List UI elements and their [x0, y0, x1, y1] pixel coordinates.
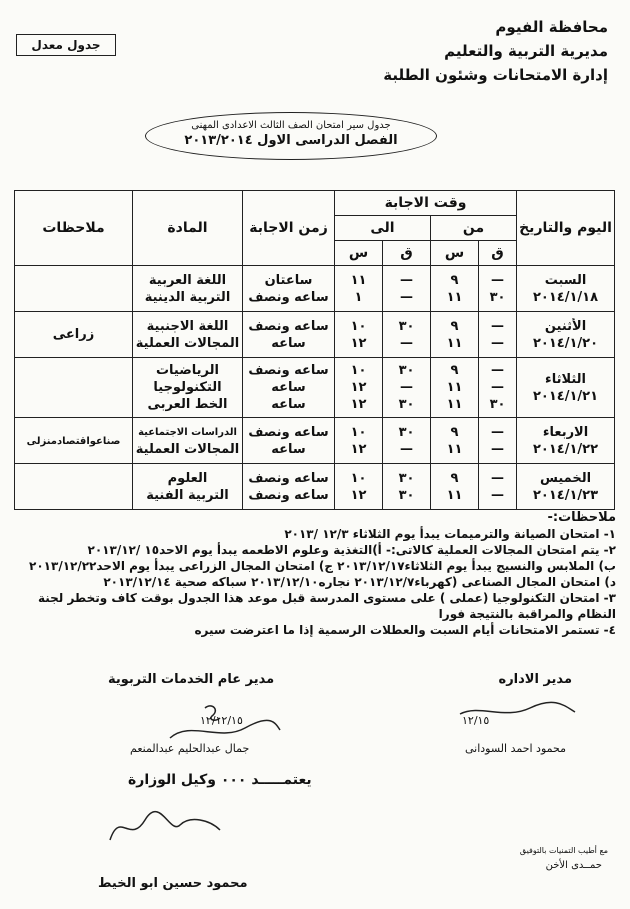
- from-s-cell-line: ٩: [450, 318, 459, 334]
- day-date-cell: [517, 312, 615, 358]
- notes-section: [16, 510, 616, 638]
- day-date-cell: [517, 358, 615, 418]
- notes-heading: ملاحظات:-: [547, 510, 616, 525]
- header-department: إدارة الامتحانات وشئون الطلبة: [383, 66, 608, 84]
- from-q-cell: [479, 464, 517, 510]
- from-s-cell-line: ١١: [446, 397, 463, 412]
- from-s-cell-line: ٩: [450, 470, 459, 486]
- from-s-cell-line: ١١: [446, 487, 463, 503]
- wishes-line2: حمــدى الأخن: [545, 860, 602, 871]
- subject-cell-line: الخط العربى: [147, 397, 228, 412]
- duration-cell: [243, 464, 335, 510]
- header-from-q: ق: [479, 241, 517, 266]
- to-q-cell-line: —: [400, 335, 414, 351]
- title-line2: الفصل الدراسى الاول ٢٠١٣/٢٠١٤: [184, 133, 398, 148]
- services-director-name: جمال عبدالحليم عبدالمنعم: [130, 742, 250, 755]
- day-name: الاربعاء: [542, 424, 589, 440]
- note-line: ٢- يتم امتحان المجالات العملية كالاتى:- أ)التغذية وعلوم الاطعمه يبدأ يوم الاحد١٥ /٢٠١٣/١٢: [87, 543, 616, 557]
- admin-director-title: مدير الاداره: [498, 672, 572, 687]
- header-subject: المادة: [133, 191, 243, 266]
- title-line1: جدول سير امتحان الصف الثالث الاعدادى المهنى: [191, 120, 391, 131]
- to-s-cell-line: ١٢: [350, 335, 367, 351]
- day-date: ٢٠١٤/١/١٨: [532, 289, 599, 305]
- services-signature-date: ١٢/١٢/١٥: [200, 714, 243, 727]
- note-line: ٤- تستمر الامتحانات أيام السبت والعطلات الرسمية إذا ما اعترضت سيره: [194, 623, 616, 637]
- to-s-cell-line: ١٠: [350, 363, 367, 378]
- to-q-cell: [383, 312, 431, 358]
- to-q-cell-line: ٣٠: [398, 363, 415, 378]
- day-date: ٢٠١٤/١/٢٢: [532, 441, 599, 457]
- from-s-cell: [431, 464, 479, 510]
- day-date: ٢٠١٤/١/٢٠: [532, 335, 599, 351]
- from-q-cell: [479, 358, 517, 418]
- day-date: ٢٠١٤/١/٢١: [532, 388, 599, 404]
- duration-cell-line: ساعه: [271, 380, 306, 395]
- to-q-cell-line: ٣٠: [398, 397, 415, 412]
- note-cell: [15, 464, 133, 510]
- header-from-s: س: [431, 241, 479, 266]
- from-q-cell-line: —: [491, 380, 505, 395]
- note-cell: [15, 312, 133, 358]
- note-text: زراعى: [52, 327, 95, 342]
- subject-cell-line: التربية الدينية: [144, 289, 231, 305]
- services-director-title: مدير عام الخدمات التربوية: [108, 672, 275, 687]
- header-answer-time: وقت الاجابة: [335, 191, 517, 216]
- header-day-date: اليوم والتاريخ: [517, 191, 615, 266]
- note-text: صناعواقتصادمنزلى: [26, 436, 121, 447]
- day-date-cell: [517, 266, 615, 312]
- duration-cell: [243, 418, 335, 464]
- to-q-cell-line: ٣٠: [398, 470, 415, 486]
- duration-cell-line: ساعتان: [264, 272, 313, 288]
- from-q-cell-line: —: [491, 424, 505, 440]
- to-s-cell-line: ١٠: [350, 424, 367, 440]
- approval-name: محمود حسين ابو الخيط: [98, 876, 248, 891]
- from-s-cell-line: ١١: [446, 335, 463, 351]
- subject-cell-line: العلوم: [167, 470, 208, 486]
- from-q-cell: [479, 266, 517, 312]
- to-s-cell-line: ١٢: [350, 441, 367, 457]
- to-s-cell: [335, 358, 383, 418]
- duration-cell-line: ساعه ونصف: [248, 470, 329, 486]
- to-q-cell-line: ٣٠: [398, 318, 415, 334]
- modified-schedule-stamp: جدول معدل: [16, 34, 116, 56]
- from-s-cell-line: ١١: [446, 441, 463, 457]
- subject-cell: [133, 312, 243, 358]
- from-s-cell: [431, 358, 479, 418]
- header-to-s: س: [335, 241, 383, 266]
- to-s-cell: [335, 418, 383, 464]
- to-q-cell-line: ٣٠: [398, 424, 415, 440]
- subject-cell-line: اللغة العربية: [148, 272, 227, 288]
- from-q-cell: [479, 418, 517, 464]
- note-line: ١- امتحان الصيانة والترميمات يبدأ يوم الثلاثاء ١٢/٣ /٢٠١٣: [284, 527, 616, 541]
- wishes-line1: مع أطيب التمنيات بالتوفيق: [519, 846, 608, 855]
- duration-cell-line: ساعه ونصف: [248, 363, 329, 378]
- from-q-cell-line: —: [491, 441, 505, 457]
- duration-cell: [243, 358, 335, 418]
- from-s-cell-line: ٩: [450, 363, 459, 378]
- header-to: الى: [335, 216, 431, 241]
- duration-cell-line: ساعه ونصف: [248, 424, 329, 440]
- duration-cell-line: ساعه: [271, 397, 306, 412]
- subject-cell-line: المجالات العملية: [135, 335, 240, 351]
- to-q-cell-line: ٣٠: [398, 487, 415, 503]
- title-oval: [145, 112, 437, 160]
- from-s-cell: [431, 418, 479, 464]
- to-s-cell-line: ١٢: [350, 380, 367, 395]
- from-q-cell-line: —: [491, 335, 505, 351]
- subject-cell: [133, 266, 243, 312]
- day-date-cell: [517, 418, 615, 464]
- subject-cell-line: اللغة الاجنبية: [146, 318, 229, 334]
- table-row: [15, 464, 615, 510]
- admin-signature-date: ١٢/١٥: [462, 714, 490, 727]
- admin-director-name: محمود احمد السودانى: [464, 742, 566, 755]
- exam-schedule-table: [14, 190, 615, 510]
- from-q-cell-line: ٣٠: [489, 397, 506, 412]
- table-row: [15, 312, 615, 358]
- to-s-cell-line: ١١: [350, 272, 367, 288]
- note-cell: [15, 358, 133, 418]
- note-cell: [15, 418, 133, 464]
- to-s-cell-line: ١٠: [350, 470, 367, 486]
- to-q-cell-line: —: [400, 272, 414, 288]
- subject-cell-line: الدراسات الاجتماعية: [138, 426, 237, 438]
- from-q-cell-line: —: [491, 363, 505, 378]
- from-s-cell: [431, 312, 479, 358]
- from-s-cell: [431, 266, 479, 312]
- note-line: ب) الملابس والنسيج يبدأ يوم الثلاثاء٢٠١٣/١٢/١٧ ج) امتحان المجال الزراعى يبدأ يوم الاحد٢٠١٣/١٢/٢٢: [29, 559, 616, 573]
- duration-cell-line: ساعه: [271, 335, 306, 351]
- from-q-cell: [479, 312, 517, 358]
- header-governorate: محافظة الفيوم: [495, 18, 608, 36]
- duration-cell: [243, 266, 335, 312]
- day-name: الثلاثاء: [545, 371, 586, 387]
- to-s-cell-line: ١٢: [350, 487, 367, 503]
- day-date-cell: [517, 464, 615, 510]
- subject-cell-line: التربية الفنية: [146, 487, 229, 503]
- day-name: الأثنين: [544, 318, 587, 334]
- subject-cell-line: الرياضيات: [155, 363, 219, 378]
- duration-cell: [243, 312, 335, 358]
- from-s-cell-line: ٩: [450, 424, 459, 440]
- to-s-cell: [335, 464, 383, 510]
- approval-signature-scrawl: [100, 800, 230, 850]
- header-duration: زمن الاجابة: [243, 191, 335, 266]
- to-q-cell-line: —: [400, 441, 414, 457]
- subject-cell: [133, 358, 243, 418]
- to-s-cell-line: ١٢: [350, 397, 367, 412]
- to-q-cell: [383, 464, 431, 510]
- header-to-q: ق: [383, 241, 431, 266]
- duration-cell-line: ساعه ونصف: [248, 289, 329, 305]
- subject-cell: [133, 418, 243, 464]
- from-s-cell-line: ١١: [446, 380, 463, 395]
- from-q-cell-line: ٣٠: [489, 289, 506, 305]
- header-notes: ملاحظات: [15, 191, 133, 266]
- to-s-cell-line: ١: [354, 289, 363, 305]
- note-line: النظام والمراقبة بالنتيجة فورا: [438, 607, 616, 621]
- note-line: د) امتحان المجال الصناعى (كهرباء٢٠١٣/١٢/٧ نجاره٢٠١٣/١٢/١٠ سباكه صحية ٢٠١٣/١٢/١٤: [103, 575, 616, 589]
- to-s-cell: [335, 312, 383, 358]
- to-q-cell-line: —: [400, 380, 414, 395]
- to-q-cell: [383, 358, 431, 418]
- to-q-cell-line: —: [400, 289, 414, 305]
- table-row: [15, 418, 615, 464]
- approval-title: يعتمـــــد ٠٠٠ وكيل الوزارة: [128, 772, 312, 788]
- day-name: السبت: [544, 272, 587, 288]
- note-line: ٣- امتحان التكنولوجيا (عملى ) على مستوى المدرسة قبل موعد هذا الجدول بوقت كاف وتخطر لجنة: [37, 591, 616, 605]
- from-q-cell-line: —: [491, 487, 505, 503]
- subject-cell-line: المجالات العملية: [135, 441, 240, 457]
- header-directorate: مديرية التربية والتعليم: [444, 42, 608, 60]
- table-row: [15, 358, 615, 418]
- duration-cell-line: ساعه ونصف: [248, 318, 329, 334]
- to-q-cell: [383, 418, 431, 464]
- from-s-cell-line: ١١: [446, 289, 463, 305]
- duration-cell-line: ساعه ونصف: [248, 487, 329, 503]
- from-q-cell-line: —: [491, 470, 505, 486]
- to-s-cell-line: ١٠: [350, 318, 367, 334]
- from-q-cell-line: —: [491, 318, 505, 334]
- note-cell: [15, 266, 133, 312]
- subject-cell: [133, 464, 243, 510]
- day-date: ٢٠١٤/١/٢٣: [532, 487, 599, 503]
- from-s-cell-line: ٩: [450, 272, 459, 288]
- from-q-cell-line: —: [491, 272, 505, 288]
- to-q-cell: [383, 266, 431, 312]
- day-name: الخميس: [539, 470, 592, 486]
- duration-cell-line: ساعه: [271, 441, 306, 457]
- to-s-cell: [335, 266, 383, 312]
- table-row: [15, 266, 615, 312]
- header-from: من: [431, 216, 517, 241]
- subject-cell-line: التكنولوجيا: [153, 380, 222, 395]
